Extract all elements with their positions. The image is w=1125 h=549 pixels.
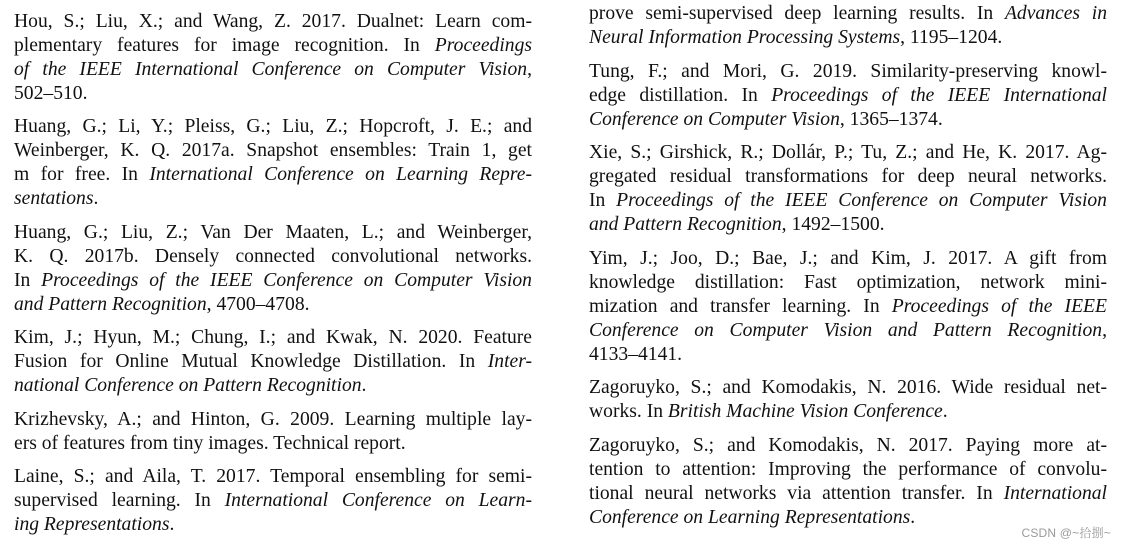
- reference-line: [589, 271, 1107, 295]
- citation-text: prove semi-supervised deep learning results. In: [589, 3, 1005, 24]
- reference-entry: [589, 376, 1107, 424]
- reference-line: [14, 293, 532, 317]
- venue-text: ing Representations: [14, 514, 170, 535]
- venue-text: of the IEEE International Conference on Computer Vision: [14, 58, 528, 80]
- citation-text: Xie, S.; Girshick, R.; Dollár, P.; Tu, Z.; and He, K. 2017. Ag-: [589, 142, 1107, 163]
- venue-text: Proceedings of the IEEE Conference on Computer Vision: [41, 269, 532, 291]
- venue-text: Advances in: [1004, 3, 1107, 24]
- citation-text: supervised learning. In: [14, 490, 225, 511]
- citation-text: .: [93, 188, 99, 209]
- citation-text: edge distillation. In: [589, 84, 772, 106]
- citation-text: plementary features for image recognition. In: [14, 34, 435, 56]
- reference-line: [589, 400, 1107, 424]
- venue-text: Conference on Learning Representations: [589, 506, 911, 528]
- reference-line: [589, 84, 1107, 108]
- reference-line: [14, 432, 532, 456]
- citation-text: Krizhevsky, A.; and Hinton, G. 2009. Learning multiple lay-: [14, 408, 532, 430]
- citation-text: , 1492–1500.: [781, 214, 885, 235]
- reference-line: [14, 10, 532, 34]
- reference-line: [14, 187, 532, 211]
- venue-text: International Conference on Learning Repre-: [149, 164, 532, 185]
- citation-text: , 4700–4708.: [206, 293, 310, 315]
- reference-line: [589, 482, 1107, 506]
- venue-text: national Conference on Pattern Recognition: [14, 375, 362, 396]
- citation-text: Huang, G.; Li, Y.; Pleiss, G.; Liu, Z.; Hopcroft, J. E.; and: [14, 116, 532, 137]
- reference-line: [14, 350, 532, 374]
- reference-line: [14, 58, 532, 82]
- reference-line: [589, 213, 1107, 237]
- citation-text: Huang, G.; Liu, Z.; Van Der Maaten, L.; and Weinberger,: [14, 221, 532, 243]
- citation-text: , 1195–1204.: [900, 27, 1003, 48]
- citation-text: ,: [1102, 319, 1107, 341]
- citation-text: Tung, F.; and Mori, G. 2019. Similarity-preserving knowl-: [589, 60, 1107, 82]
- reference-entry: [14, 221, 532, 317]
- citation-text: In: [589, 190, 617, 211]
- venue-text: International Conference on Learn-: [224, 490, 532, 511]
- reference-line: [589, 165, 1107, 189]
- citation-text: Yim, J.; Joo, D.; Bae, J.; and Kim, J. 2017. A gift from: [589, 247, 1107, 269]
- reference-line: [14, 221, 532, 245]
- citation-text: works. In: [589, 401, 668, 422]
- reference-line: [14, 269, 532, 293]
- venue-text: British Machine Vision Conference: [667, 401, 943, 422]
- venue-text: Conference on Computer Vision: [589, 108, 840, 130]
- citation-text: 4133–4141.: [589, 343, 683, 365]
- reference-line: [14, 408, 532, 432]
- reference-line: [589, 108, 1107, 132]
- reference-line: [589, 60, 1107, 84]
- citation-text: .: [942, 401, 948, 422]
- venue-text: Conference on Computer Vision and Pattern Recognition: [589, 319, 1103, 341]
- reference-line: [14, 82, 532, 106]
- reference-entry: [589, 60, 1107, 132]
- csdn-watermark: CSDN @~拾捌~: [1021, 526, 1111, 540]
- reference-entry: [589, 434, 1107, 530]
- reference-entry: [589, 141, 1107, 237]
- reference-line: [14, 163, 532, 187]
- citation-text: knowledge distillation: Fast optimization, network mini-: [589, 271, 1107, 293]
- reference-entry: [14, 10, 532, 106]
- citation-text: tention to attention: Improving the performance of convolu-: [589, 458, 1107, 480]
- reference-line: [589, 434, 1107, 458]
- citation-text: Fusion for Online Mutual Knowledge Distillation. In: [14, 351, 488, 372]
- citation-text: ers of features from tiny images. Technical report.: [14, 432, 406, 454]
- venue-text: Neural Information Processing Systems: [589, 27, 901, 48]
- reference-line: [14, 139, 532, 163]
- reference-line: [589, 141, 1107, 165]
- reference-entry: [14, 115, 532, 211]
- venue-text: Inter-: [487, 351, 532, 372]
- venue-text: International: [1003, 482, 1107, 504]
- reference-line: [14, 465, 532, 489]
- reference-entry: [14, 408, 532, 456]
- reference-line: [589, 295, 1107, 319]
- reference-line: [14, 245, 532, 269]
- reference-entry: [589, 247, 1107, 367]
- citation-text: In: [14, 269, 42, 291]
- venue-text: Proceedings of the IEEE Conference on Computer Vision: [616, 190, 1107, 211]
- citation-text: Laine, S.; and Aila, T. 2017. Temporal ensembling for semi-: [14, 466, 532, 487]
- reference-line: [589, 2, 1107, 26]
- reference-line: [589, 458, 1107, 482]
- citation-text: , 1365–1374.: [839, 108, 943, 130]
- venue-text: Proceedings of the IEEE: [891, 295, 1107, 317]
- reference-entry: [14, 326, 532, 398]
- reference-line: [589, 247, 1107, 271]
- reference-line: [589, 26, 1107, 50]
- citation-text: mization and transfer learning. In: [589, 295, 892, 317]
- reference-line: [14, 374, 532, 398]
- venue-text: and Pattern Recognition: [589, 214, 782, 235]
- reference-line: [589, 319, 1107, 343]
- citation-text: .: [910, 506, 916, 528]
- reference-line: [14, 489, 532, 513]
- citation-text: Hou, S.; Liu, X.; and Wang, Z. 2017. Dualnet: Learn com-: [14, 10, 532, 32]
- reference-line: [14, 326, 532, 350]
- citation-text: ,: [527, 58, 532, 80]
- citation-text: tional neural networks via attention transfer. In: [589, 482, 1004, 504]
- reference-entry: [589, 2, 1107, 50]
- reference-line: [589, 189, 1107, 213]
- citation-text: Zagoruyko, S.; and Komodakis, N. 2017. Paying more at-: [589, 434, 1107, 456]
- reference-line: [589, 343, 1107, 367]
- citation-text: .: [361, 375, 367, 396]
- reference-line: [14, 513, 532, 537]
- citation-text: Zagoruyko, S.; and Komodakis, N. 2016. Wide residual net-: [589, 377, 1107, 398]
- citation-text: Kim, J.; Hyun, M.; Chung, I.; and Kwak, N. 2020. Feature: [14, 327, 532, 348]
- venue-text: sentations: [14, 188, 94, 209]
- reference-line: [589, 376, 1107, 400]
- citation-text: .: [169, 514, 175, 535]
- citation-text: m for free. In: [14, 164, 150, 185]
- citation-text: gregated residual transformations for deep neural networks.: [589, 166, 1107, 187]
- citation-text: K. Q. 2017b. Densely connected convolutional networks.: [14, 245, 532, 267]
- citation-text: Weinberger, K. Q. 2017a. Snapshot ensembles: Train 1, get: [14, 140, 532, 161]
- venue-text: and Pattern Recognition: [14, 293, 207, 315]
- citation-text: 502–510.: [14, 82, 88, 104]
- venue-text: Proceedings: [434, 34, 532, 56]
- reference-line: [14, 34, 532, 58]
- reference-line: [14, 115, 532, 139]
- venue-text: Proceedings of the IEEE International: [771, 84, 1107, 106]
- reference-entry: [14, 465, 532, 537]
